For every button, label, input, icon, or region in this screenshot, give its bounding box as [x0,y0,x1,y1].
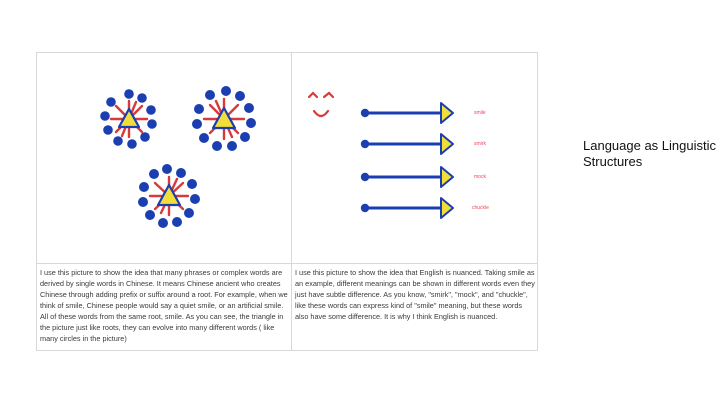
arrow-chuckle [361,198,453,218]
smile-face-doodle [309,93,333,116]
word-label-mock: mock [474,174,486,180]
left-caption: I use this picture to show the idea that many phrases or complex words are derived by single words in Chinese. It means Chinese ancient who creates Chinese through adding prefix or suffix around a root. For example, when we think of smile, Chinese people would say a quiet smile, or an artificial smile. All of these words from the same root, smile. As you can see, the triangle in the picture just like roots, they can evolve into many different words ( like many circles in the picture) [40,268,288,343]
nuance-diagram [37,53,539,263]
arrow-smirk [361,134,453,154]
word-label-smile: smile [474,110,486,116]
arrow-mock [361,167,453,187]
slide-title: Language as Linguistic Structures [583,138,716,169]
word-label-chuckle: chuckle [472,205,489,211]
row-divider [37,263,537,264]
arrow-smile [361,103,453,123]
slide-image-panel [36,52,538,351]
right-caption: I use this picture to show the idea that English is nuanced. Taking smile as an example, different meanings can be shown in different words even they just have subtle difference. As you know, "smirk", "mock", and "chuckle", like these words can express kind of "smile" meaning, but these words also have some difference. It is why I think English is nuanced. [295,268,535,321]
word-label-smirk: smirk [474,141,486,147]
